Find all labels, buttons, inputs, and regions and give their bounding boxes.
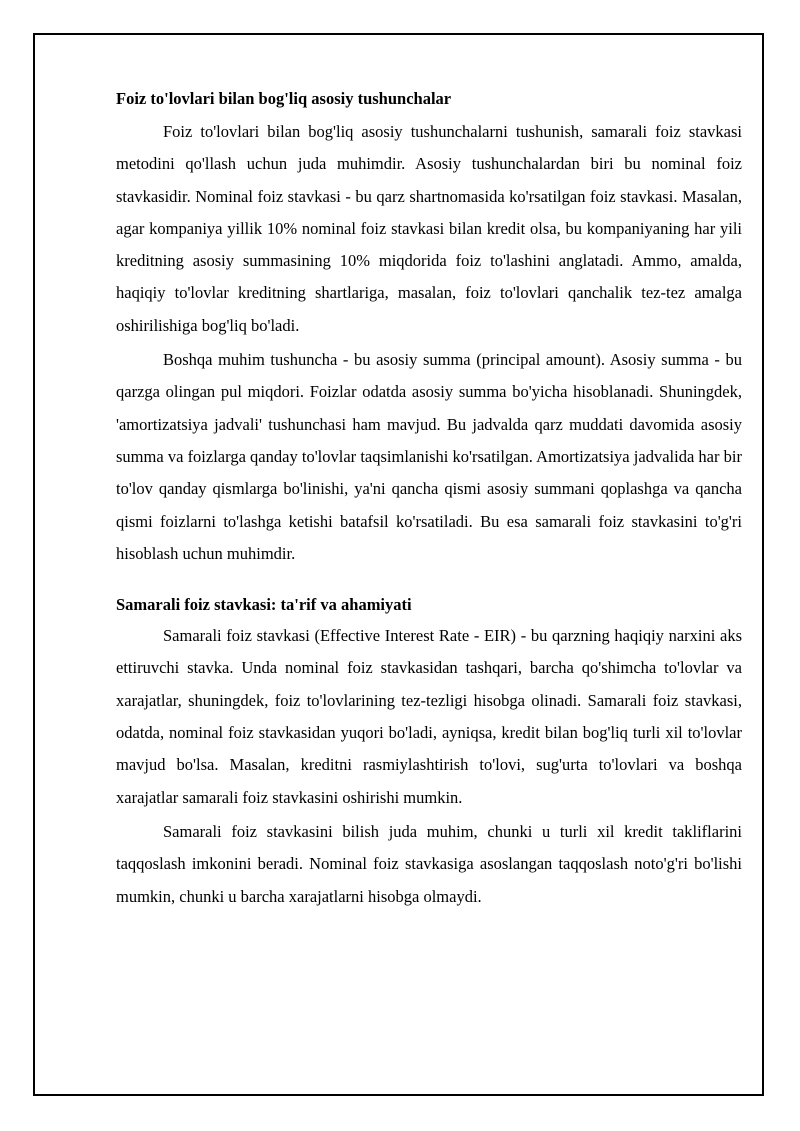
paragraph-eir-importance: Samarali foiz stavkasini bilish juda muhim, chunki u turli xil kredit takliflarini taqqoslash imkonini beradi. Nominal foiz stavkasiga asoslangan taqqoslash noto'g'ri bo'lishi mumkin, chunki u barcha xarajatlarni hisobga olmaydi. — [116, 821, 742, 906]
document-body — [116, 84, 742, 915]
section-heading-key-concepts: Foiz to'lovlari bilan bog'liq asosiy tushunchalar — [116, 89, 452, 108]
paragraph-principal-amount: Boshqa muhim tushuncha - bu asosiy summa (principal amount). Asosiy summa - bu qarzga olingan pul miqdori. Foizlar odatda asosiy summa bo'yicha hisoblanadi. Shuningdek, 'amortizatsiya jadvali' tushunchasi ham mavjud. Bu jadvalda qarz muddati davomida asosiy summa va foizlarga qanday to'lovlar taqsimlanishi ko'rsatilgan. Amortizatsiya jadvalida har bir to'lov qanday qismlarga bo'linishi, ya'ni qancha qismi asosiy summani qoplashga va qancha qismi foizlarni to'lashga ketishi batafsil ko'rsatiladi. Bu esa samarali foiz stavkasini to'g'ri hisoblash uchun muhimdir. — [116, 350, 742, 563]
paragraph-nominal-rate: Foiz to'lovlari bilan bog'liq asosiy tushunchalarni tushunish, samarali foiz stavkasi metodini qo'llash uchun juda muhimdir. Asosiy tushunchalardan biri bu nominal foiz stavkasidir. Nominal foiz stavkasi - bu qarz shartnomasida ko'rsatilgan foiz stavkasi. Masalan, agar kompaniya yillik 10% nominal foiz stavkasi bilan kredit olsa, bu kompaniyaning har yili kreditning asosiy summasining 10% miqdorida foiz to'lashini anglatadi. Ammo, amalda, haqiqiy to'lovlar kreditning shartlariga, masalan, foiz to'lovlari qanchalik tez-tez amalga oshirilishiga bog'liq bo'ladi. — [116, 122, 742, 335]
section-heading-effective-rate: Samarali foiz stavkasi: ta'rif va ahamiyati — [116, 595, 412, 615]
paragraph-eir-definition: Samarali foiz stavkasi (Effective Interest Rate - EIR) - bu qarzning haqiqiy narxini aks ettiruvchi stavka. Unda nominal foiz stavkasidan tashqari, barcha qo'shimcha to'lovlar va xarajatlar, shuningdek, foiz to'lovlarining tez-tezligi hisobga olinadi. Samarali foiz stavkasi, odatda, nominal foiz stavkasidan yuqori bo'ladi, ayniqsa, kredit bilan bog'liq turli xil to'lovlar mavjud bo'lsa. Masalan, kreditni rasmiylashtirish to'lovi, sug'urta to'lovlari va boshqa xarajatlar samarali foiz stavkasini oshirishi mumkin. — [116, 626, 742, 807]
